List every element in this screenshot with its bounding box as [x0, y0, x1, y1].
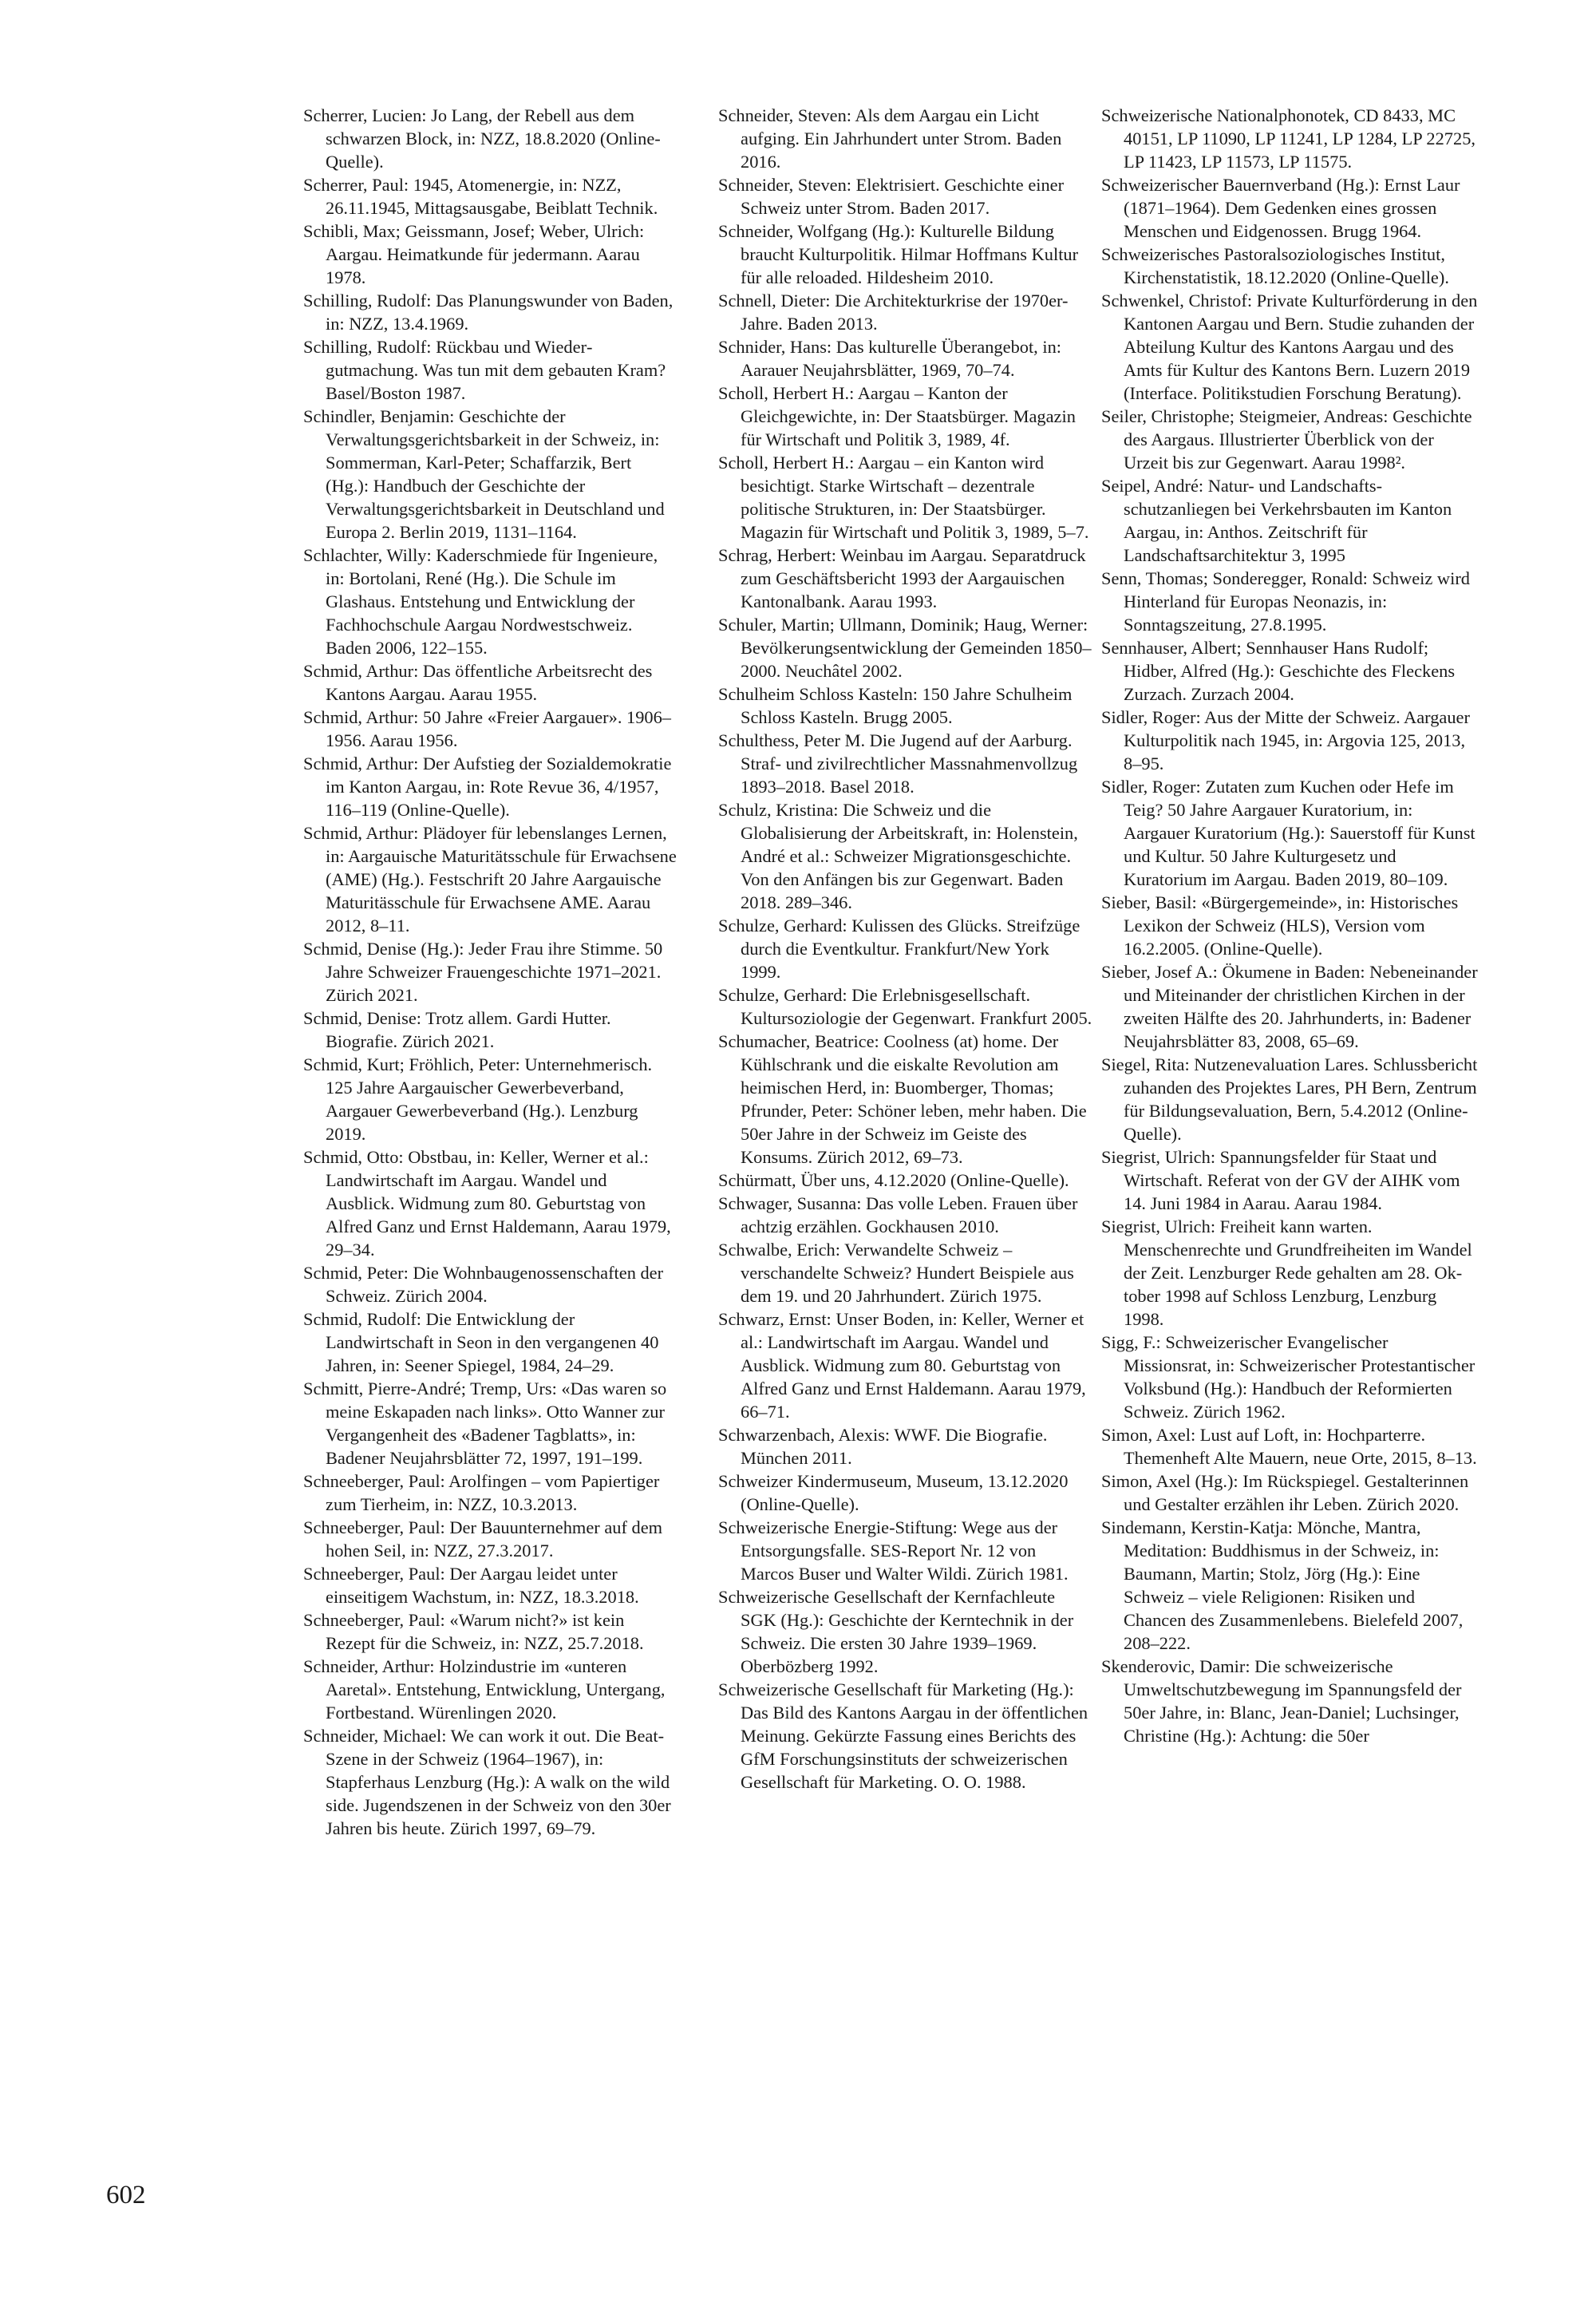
bibliography-entry: Schneider, Wolfgang (Hg.): Kulturelle Bildung braucht Kulturpolitik. Hilmar Hoffmans Kultur für alle reloaded. Hildesheim 2010. [718, 221, 1079, 287]
bibliography-entry: Sigg, F.: Schweizerischer Evangelischer Missionsrat, in: Schweizerischer Protestantischer Volksbund (Hg.): Handbuch der Reformierten Schweiz. Zürich 1962. [1101, 1332, 1476, 1422]
bibliography-entry: Schmid, Denise (Hg.): Jeder Frau ihre Stimme. 50 Jahre Schweizer Frauengeschichte 1971–2021. Zürich 2021. [303, 939, 663, 1005]
bibliography-entry: Schwager, Susanna: Das volle Leben. Frauen über achtzig erzählen. Gockhausen 2010. [718, 1193, 1078, 1236]
bibliography-entry: Schulz, Kristina: Die Schweiz und die Globalisierung der Arbeitskraft, in: Holenstein, André et al.: Schweizer Migrationsgeschichte. Von den Anfängen bis zur Gegenwart. Baden 2018. 289–346. [718, 800, 1078, 912]
bibliography-entry: Schwalbe, Erich: Verwandelte Schweiz – verschandelte Schweiz? Hundert Beispiele aus dem 19. und 20 Jahrhundert. Zürich 1975. [718, 1240, 1074, 1306]
bibliography-entry: Schneeberger, Paul: Arolfingen – vom Papiertiger zum Tierheim, in: NZZ, 10.3.2013. [303, 1471, 660, 1514]
bibliography-entry: Skenderovic, Damir: Die schweizerische Umweltschutzbewegung im Spannungsfeld der 50er Jahre, in: Blanc, Jean-Daniel; Luchsinger, Christine (Hg.): Achtung: die 50er [1101, 1656, 1462, 1746]
bibliography-entry: Schneeberger, Paul: «Warum nicht?» ist kein Rezept für die Schweiz, in: NZZ, 25.7.2018. [303, 1610, 644, 1653]
bibliography-entry: Schwarz, Ernst: Unser Boden, in: Keller, Werner et al.: Landwirtschaft im Aargau. Wandel und Ausblick. Widmung zum 80. Geburtstag von Alfred Ganz und Ernst Haldemann. Aarau 1979, 66–71. [718, 1309, 1086, 1422]
bibliography-entry: Sindemann, Kerstin-Katja: Mönche, Mantra, Meditation: Buddhismus in der Schweiz, in: Baumann, Martin; Stolz, Jörg (Hg.): Eine Schweiz – viele Religionen: Risiken und Chancen des Zusammenlebens. Bielefeld 2007, 208–222. [1101, 1517, 1464, 1653]
bibliography-entry: Schmid, Arthur: Plädoyer für lebenslanges Lernen, in: Aargauische Maturitätsschule für Erwachsene (AME) (Hg.). Festschrift 20 Jahre Aargauische Maturitässchule für Erwachsene AME. Aarau 2012, 8–11. [303, 823, 677, 936]
bibliography-entry: Schmid, Rudolf: Die Entwicklung der Landwirtschaft in Seon in den vergangenen 40 Jahren, in: Seener Spiegel, 1984, 24–29. [303, 1309, 659, 1375]
bibliography-entry: Sennhauser, Albert; Sennhauser Hans Rudolf; Hidber, Alfred (Hg.): Geschichte des Fleckens Zurzach. Zurzach 2004. [1101, 638, 1456, 704]
bibliography-entry: Schumacher, Beatrice: Coolness (at) home. Der Kühlschrank und die eiskalte Revolution am heimischen Herd, in: Buomberger, Thomas; Pfrunder, Peter: Schöner leben, mehr haben. Die 50er Jahre in der Schweiz im Geiste des Konsums. Zürich 2012, 69–73. [718, 1031, 1087, 1167]
bibliography-column-3 [1101, 104, 1480, 1747]
bibliography-entry: Schwenkel, Christof: Private Kulturförderung in den Kantonen Aargau und Bern. Studie zuhanden der Abteilung Kultur des Kantons Aargau und des Amts für Kultur des Kantons Bern. Luzern 2019 (Interface. Politikstudien Forschung Beratung). [1101, 291, 1478, 403]
bibliography-entry: Schuler, Martin; Ullmann, Dominik; Haug, Werner: Bevölkerungsentwicklung der Gemeinden 1850–2000. Neuchâtel 2002. [718, 615, 1092, 681]
bibliography-entry: Scholl, Herbert H.: Aargau – Kanton der Gleichgewichte, in: Der Staatsbürger. Magazin für Wirtschaft und Politik 3, 1989, 4f. [718, 383, 1076, 449]
bibliography-entry: Sidler, Roger: Zutaten zum Kuchen oder Hefe im Teig? 50 Jahre Aargauer Kuratorium, in: Aargauer Kuratorium (Hg.): Sauerstoff für Kunst und Kultur. 50 Jahre Kulturgesetz und Kuratorium im Aargau. Baden 2019, 80–109. [1101, 777, 1476, 889]
bibliography-entry: Schneeberger, Paul: Der Aargau leidet unter einseitigem Wachstum, in: NZZ, 18.3.2018. [303, 1564, 639, 1607]
bibliography-entry: Schneider, Michael: We can work it out. Die Beat-Szene in der Schweiz (1964–1967), in: Stapferhaus Lenzburg (Hg.): A walk on the wild side. Jugendszenen in der Schweiz von den 30er Jahren bis heute. Zürich 1997, 69–79. [303, 1726, 671, 1838]
bibliography-entry: Siegrist, Ulrich: Spannungsfelder für Staat und Wirtschaft. Referat von der GV der AIHK vom 14. Juni 1984 in Aarau. Aarau 1984. [1101, 1147, 1460, 1213]
bibliography-entry: Schneider, Arthur: Holzindustrie im «unteren Aaretal». Entstehung, Entwicklung, Untergang, Fortbestand. Würenlingen 2020. [303, 1656, 666, 1723]
bibliography-entry: Siegrist, Ulrich: Freiheit kann warten. Menschenrechte und Grundfreiheiten im Wandel der Zeit. Lenzburger Rede gehalten am 28. Oktober 1998 auf Schloss Lenzburg, Lenzburg 1998. [1101, 1216, 1472, 1329]
bibliography-entry: Schibli, Max; Geissmann, Josef; Weber, Ulrich: Aargau. Heimatkunde für jedermann. Aarau 1978. [303, 221, 645, 287]
bibliography-entry: Senn, Thomas; Sonderegger, Ronald: Schweiz wird Hinterland für Europas Neonazis, in: Sonntagszeitung, 27.8.1995. [1101, 568, 1470, 635]
bibliography-entry: Schilling, Rudolf: Rückbau und Wiedergutmachung. Was tun mit dem gebauten Kram? Basel/Boston 1987. [303, 337, 666, 403]
bibliography-entry: Schulheim Schloss Kasteln: 150 Jahre Schulheim Schloss Kasteln. Brugg 2005. [718, 684, 1073, 727]
bibliography-column-1 [303, 104, 678, 1840]
bibliography-entry: Siegel, Rita: Nutzenevaluation Lares. Schlussbericht zuhanden des Projektes Lares, PH Bern, Zentrum für Bildungsevaluation, Bern, 5.4.2012 (Online-Quelle). [1101, 1054, 1478, 1144]
bibliography-entry: Simon, Axel (Hg.): Im Rückspiegel. Gestalterinnen und Gestalter erzählen ihr Leben. Zürich 2020. [1101, 1471, 1469, 1514]
bibliography-entry: Schneider, Steven: Als dem Aargau ein Licht aufging. Ein Jahrhundert unter Strom. Baden 2016. [718, 105, 1062, 172]
bibliography-entry: Schweizerische Gesellschaft der Kernfachleute SGK (Hg.): Geschichte der Kerntechnik in der Schweiz. Die ersten 30 Jahre 1939–1969. Oberbözberg 1992. [718, 1587, 1074, 1676]
bibliography-entry: Schnell, Dieter: Die Architekturkrise der 1970er-Jahre. Baden 2013. [718, 291, 1069, 334]
bibliography-entry: Schneeberger, Paul: Der Bauunternehmer auf dem hohen Seil, in: NZZ, 27.3.2017. [303, 1517, 663, 1561]
bibliography-entry: Schnider, Hans: Das kulturelle Überangebot, in: Aarauer Neujahrsblätter, 1969, 70–74. [718, 337, 1062, 380]
bibliography-entry: Schmid, Otto: Obstbau, in: Keller, Werner et al.: Landwirtschaft im Aargau. Wandel und Ausblick. Widmung zum 80. Geburtstag von Alfred Ganz und Ernst Haldemann, Aarau 1979, 29–34. [303, 1147, 671, 1260]
bibliography-entry: Seiler, Christophe; Steigmeier, Andreas: Geschichte des Aargaus. Illustrierter Überblick von der Urzeit bis zur Gegenwart. Aarau 1998². [1101, 406, 1472, 473]
bibliography-entry: Schindler, Benjamin: Geschichte der Verwaltungsgerichtsbarkeit in der Schweiz, in: Sommerman, Karl-Peter; Schaffarzik, Bert (Hg.): Handbuch der Geschichte der Verwaltungsgerichtsbarkeit in Deutschland und Europa 2. Berlin 2019, 1131–1164. [303, 406, 665, 542]
bibliography-entry: Sieber, Basil: «Bürgergemeinde», in: Historisches Lexikon der Schweiz (HLS), Version vom 16.2.2005. (Online-Quelle). [1101, 892, 1459, 959]
bibliography-entry: Seipel, André: Natur- und Landschaftsschutzanliegen bei Verkehrsbauten im Kanton Aargau, in: Anthos. Zeitschrift für Landschaftsarchitektur 3, 1995 [1101, 476, 1452, 565]
bibliography-entry: Schwarzenbach, Alexis: WWF. Die Biografie. München 2011. [718, 1425, 1048, 1468]
bibliography-entry: Scholl, Herbert H.: Aargau – ein Kanton wird besichtigt. Starke Wirtschaft – dezentrale politische Strukturen, in: Der Staatsbürger. Magazin für Wirtschaft und Politik 3, 1989, 5–7. [718, 453, 1089, 542]
bibliography-entry: Schilling, Rudolf: Das Planungswunder von Baden, in: NZZ, 13.4.1969. [303, 291, 674, 334]
page-number: 602 [106, 2181, 146, 2209]
bibliography-entry: Scherrer, Lucien: Jo Lang, der Rebell aus dem schwarzen Block, in: NZZ, 18.8.2020 (Online-Quelle). [303, 105, 661, 172]
bibliography-entry: Schweizerische Energie-Stiftung: Wege aus der Entsorgungsfalle. SES-Report Nr. 12 von Marcos Buser und Walter Wildi. Zürich 1981. [718, 1517, 1069, 1584]
bibliography-entry: Schweizerische Nationalphonotek, CD 8433, MC 40151, LP 11090, LP 11241, LP 1284, LP 22725, LP 11423, LP 11573, LP 11575. [1101, 105, 1476, 172]
bibliography-entry: Simon, Axel: Lust auf Loft, in: Hochparterre. Themenheft Alte Mauern, neue Orte, 2015, 8–13. [1101, 1425, 1477, 1468]
bibliography-entry: Sieber, Josef A.: Ökumene in Baden: Nebeneinander und Miteinander der christlichen Kirchen in der zweiten Hälfte des 20. Jahrhunderts, in: Badener Neujahrsblätter 83, 2008, 65–69. [1101, 962, 1478, 1051]
bibliography-entry: Schlachter, Willy: Kaderschmiede für Ingenieure, in: Bortolani, René (Hg.). Die Schule im Glashaus. Entstehung und Entwicklung der Fachhochschule Aargau Nordwestschweiz. Baden 2006, 122–155. [303, 545, 658, 658]
bibliography-entry: Schmid, Arthur: Der Aufstieg der Sozialdemokratie im Kanton Aargau, in: Rote Revue 36, 4/1957, 116–119 (Online-Quelle). [303, 754, 672, 820]
bibliography-entry: Schulze, Gerhard: Kulissen des Glücks. Streifzüge durch die Eventkultur. Frankfurt/New York 1999. [718, 916, 1080, 982]
bibliography-entry: Schürmatt, Über uns, 4.12.2020 (Online-Quelle). [718, 1170, 1069, 1190]
bibliography-entry: Schmid, Kurt; Fröhlich, Peter: Unternehmerisch. 125 Jahre Aargauischer Gewerbeverband, Aargauer Gewerbeverband (Hg.). Lenzburg 2019. [303, 1054, 653, 1144]
bibliography-entry: Schmid, Denise: Trotz allem. Gardi Hutter. Biografie. Zürich 2021. [303, 1008, 611, 1051]
bibliography-entry: Schmitt, Pierre-André; Tremp, Urs: «Das waren so meine Eskapaden nach links». Otto Wanner zur Vergangenheit des «Badener Tagblatts», in: Badener Neujahrsblätter 72, 1997, 191–199. [303, 1379, 667, 1468]
bibliography-entry: Schulze, Gerhard: Die Erlebnisgesellschaft. Kultursoziologie der Gegenwart. Frankfurt 2005. [718, 985, 1092, 1028]
bibliography-column-2 [718, 104, 1093, 1794]
bibliography-entry: Schmid, Arthur: 50 Jahre «Freier Aargauer». 1906–1956. Aarau 1956. [303, 707, 671, 750]
bibliography-entry: Schmid, Peter: Die Wohnbaugenossenschaften der Schweiz. Zürich 2004. [303, 1263, 664, 1306]
bibliography-entry: Schweizerisches Pastoralsoziologisches Institut, Kirchenstatistik, 18.12.2020 (Online-Quelle). [1101, 244, 1449, 287]
bibliography-entry: Schneider, Steven: Elektrisiert. Geschichte einer Schweiz unter Strom. Baden 2017. [718, 175, 1065, 218]
bibliography-entry: Schulthess, Peter M. Die Jugend auf der Aarburg. Straf- und zivilrechtlicher Massnahmenvollzug 1893–2018. Basel 2018. [718, 730, 1078, 797]
bibliography-entry: Schmid, Arthur: Das öffentliche Arbeitsrecht des Kantons Aargau. Aarau 1955. [303, 661, 653, 704]
bibliography-entry: Scherrer, Paul: 1945, Atomenergie, in: NZZ, 26.11.1945, Mittagsausgabe, Beiblatt Technik. [303, 175, 658, 218]
bibliography-entry: Schrag, Herbert: Weinbau im Aargau. Separatdruck zum Geschäftsbericht 1993 der Aargauischen Kantonalbank. Aarau 1993. [718, 545, 1086, 611]
bibliography-entry: Schweizerischer Bauernverband (Hg.): Ernst Laur (1871–1964). Dem Gedenken eines grossen Menschen und Eidgenossen. Brugg 1964. [1101, 175, 1460, 241]
bibliography-entry: Schweizerische Gesellschaft für Marketing (Hg.): Das Bild des Kantons Aargau in der öffentlichen Meinung. Gekürzte Fassung eines Berichts des GfM Forschungsinstituts der schweizerischen Gesellschaft für Marketing. O. O. 1988. [718, 1679, 1088, 1792]
bibliography-entry: Sidler, Roger: Aus der Mitte der Schweiz. Aargauer Kulturpolitik nach 1945, in: Argovia 125, 2013, 8–95. [1101, 707, 1470, 773]
bibliography-entry: Schweizer Kindermuseum, Museum, 13.12.2020 (Online-Quelle). [718, 1471, 1069, 1514]
